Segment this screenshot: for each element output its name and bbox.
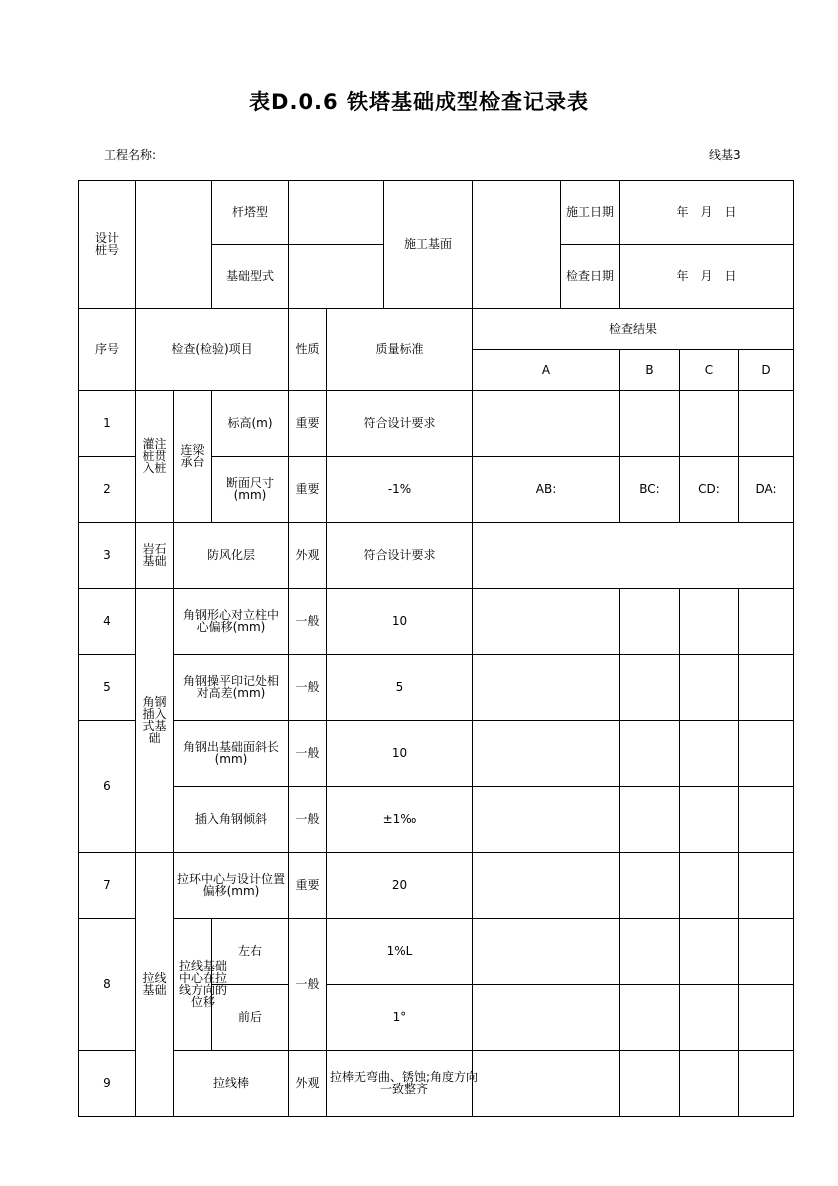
construction-base-label: 施工基面 [384, 181, 473, 309]
seq-cell: 3 [79, 523, 136, 589]
result-b[interactable]: BC: [620, 457, 680, 523]
result-c[interactable] [680, 589, 739, 655]
col-standard: 质量标准 [327, 309, 473, 391]
result-b[interactable] [620, 919, 680, 985]
result-a[interactable] [473, 655, 620, 721]
standard-cell: ±1‰ [327, 787, 473, 853]
nature-cell: 重要 [289, 853, 327, 919]
result-b[interactable] [620, 1051, 680, 1117]
table-row [79, 787, 794, 853]
nature-cell: 一般 [289, 787, 327, 853]
standard-cell: -1% [327, 457, 473, 523]
standard-cell: 10 [327, 589, 473, 655]
group-guy: 拉线基础 [136, 853, 174, 1117]
result-d[interactable] [739, 919, 794, 985]
result-b[interactable] [620, 853, 680, 919]
result-b[interactable] [620, 787, 680, 853]
col-nature: 性质 [289, 309, 327, 391]
standard-cell: 符合设计要求 [327, 391, 473, 457]
seq-cell: 2 [79, 457, 136, 523]
nature-cell: 一般 [289, 589, 327, 655]
result-a[interactable] [473, 1051, 620, 1117]
group-guy-displacement: 拉线基础中心在拉线方向的位移 [174, 919, 212, 1051]
group-angle-steel: 角钢插入式基础 [136, 589, 174, 853]
design-pile-no-label: 设计桩号 [79, 181, 136, 309]
item-cell: 角钢操平印记处相对高差(mm) [174, 655, 289, 721]
item-cell: 插入角钢倾斜 [174, 787, 289, 853]
result-d[interactable] [739, 655, 794, 721]
nature-cell: 外观 [289, 1051, 327, 1117]
result-c[interactable] [680, 919, 739, 985]
standard-cell: 10 [327, 721, 473, 787]
standard-cell: 拉棒无弯曲、锈蚀;角度方向一致整齐 [327, 1051, 473, 1117]
item-cell: 拉线棒 [174, 1051, 289, 1117]
table-row [79, 523, 794, 589]
standard-cell: 1° [327, 985, 473, 1051]
result-c[interactable] [680, 1051, 739, 1117]
result-b[interactable] [620, 655, 680, 721]
result-c[interactable] [680, 721, 739, 787]
result-c[interactable] [680, 655, 739, 721]
col-b: B [620, 350, 680, 391]
table-row [79, 655, 794, 721]
result-d[interactable] [739, 589, 794, 655]
item-cell: 标高(m) [212, 391, 289, 457]
result-b[interactable] [620, 589, 680, 655]
standard-cell: 1%L [327, 919, 473, 985]
design-pile-no-value[interactable] [136, 181, 212, 309]
table-row [79, 391, 794, 457]
table-row [79, 1051, 794, 1117]
construction-base-value[interactable] [473, 181, 561, 309]
page-title: 表D.0.6 铁塔基础成型检查记录表 [249, 90, 589, 114]
group-cast-pile: 灌注桩贯入桩 [136, 391, 174, 523]
table-row [79, 853, 794, 919]
group-rock: 岩石基础 [136, 523, 174, 589]
item-cell: 左右 [212, 919, 289, 985]
seq-cell: 8 [79, 919, 136, 1051]
col-a: A [473, 350, 620, 391]
nature-cell: 重要 [289, 457, 327, 523]
result-d[interactable]: DA: [739, 457, 794, 523]
construction-date-label: 施工日期 [561, 181, 620, 245]
item-cell: 防风化层 [174, 523, 289, 589]
nature-cell: 一般 [289, 721, 327, 787]
table-row [79, 589, 794, 655]
nature-cell: 外观 [289, 523, 327, 589]
seq-cell: 7 [79, 853, 136, 919]
result-d[interactable] [739, 787, 794, 853]
result-merged[interactable] [473, 523, 794, 589]
standard-cell: 5 [327, 655, 473, 721]
result-c[interactable] [680, 787, 739, 853]
construction-date-value[interactable]: 年 月 日 [620, 181, 794, 245]
foundation-type-label: 基础型式 [212, 245, 289, 309]
group-tie-beam: 连梁承台 [174, 391, 212, 523]
inspection-date-value[interactable]: 年 月 日 [620, 245, 794, 309]
result-c[interactable] [680, 391, 739, 457]
foundation-type-value[interactable] [289, 245, 384, 309]
tower-type-value[interactable] [289, 181, 384, 245]
result-c[interactable] [680, 853, 739, 919]
item-cell: 断面尺寸(mm) [212, 457, 289, 523]
inspection-table [78, 180, 794, 1117]
standard-cell: 符合设计要求 [327, 523, 473, 589]
result-a[interactable] [473, 589, 620, 655]
seq-cell: 6 [79, 721, 136, 853]
seq-cell: 5 [79, 655, 136, 721]
nature-cell: 一般 [289, 655, 327, 721]
project-name-label: 工程名称: [104, 148, 157, 162]
result-d[interactable] [739, 1051, 794, 1117]
col-c: C [680, 350, 739, 391]
result-b[interactable] [620, 721, 680, 787]
result-d[interactable] [739, 985, 794, 1051]
col-seq: 序号 [79, 309, 136, 391]
table-row [79, 721, 794, 787]
col-result: 检查结果 [473, 309, 794, 350]
seq-cell: 4 [79, 589, 136, 655]
column-header-row-1 [79, 309, 794, 350]
nature-cell: 重要 [289, 391, 327, 457]
col-d: D [739, 350, 794, 391]
item-cell: 拉环中心与设计位置偏移(mm) [174, 853, 289, 919]
result-a[interactable] [473, 787, 620, 853]
table-row [79, 919, 794, 985]
item-cell: 前后 [212, 985, 289, 1051]
seq-cell: 9 [79, 1051, 136, 1117]
standard-cell: 20 [327, 853, 473, 919]
result-b[interactable] [620, 985, 680, 1051]
seq-cell: 1 [79, 391, 136, 457]
inspection-date-label: 检查日期 [561, 245, 620, 309]
result-a[interactable] [473, 853, 620, 919]
result-a[interactable]: AB: [473, 457, 620, 523]
item-cell: 角钢形心对立柱中心偏移(mm) [174, 589, 289, 655]
form-code: 线基3 [709, 148, 741, 162]
result-d[interactable] [739, 853, 794, 919]
tower-type-label: 杆塔型 [212, 181, 289, 245]
result-c[interactable] [680, 985, 739, 1051]
nature-cell: 一般 [289, 919, 327, 1051]
col-item: 检查(检验)项目 [136, 309, 289, 391]
result-d[interactable] [739, 391, 794, 457]
item-cell: 角钢出基础面斜长(mm) [174, 721, 289, 787]
header-row-1 [79, 181, 794, 245]
result-a[interactable] [473, 919, 620, 985]
result-a[interactable] [473, 721, 620, 787]
result-b[interactable] [620, 391, 680, 457]
result-a[interactable] [473, 391, 620, 457]
result-d[interactable] [739, 721, 794, 787]
result-a[interactable] [473, 985, 620, 1051]
result-c[interactable]: CD: [680, 457, 739, 523]
